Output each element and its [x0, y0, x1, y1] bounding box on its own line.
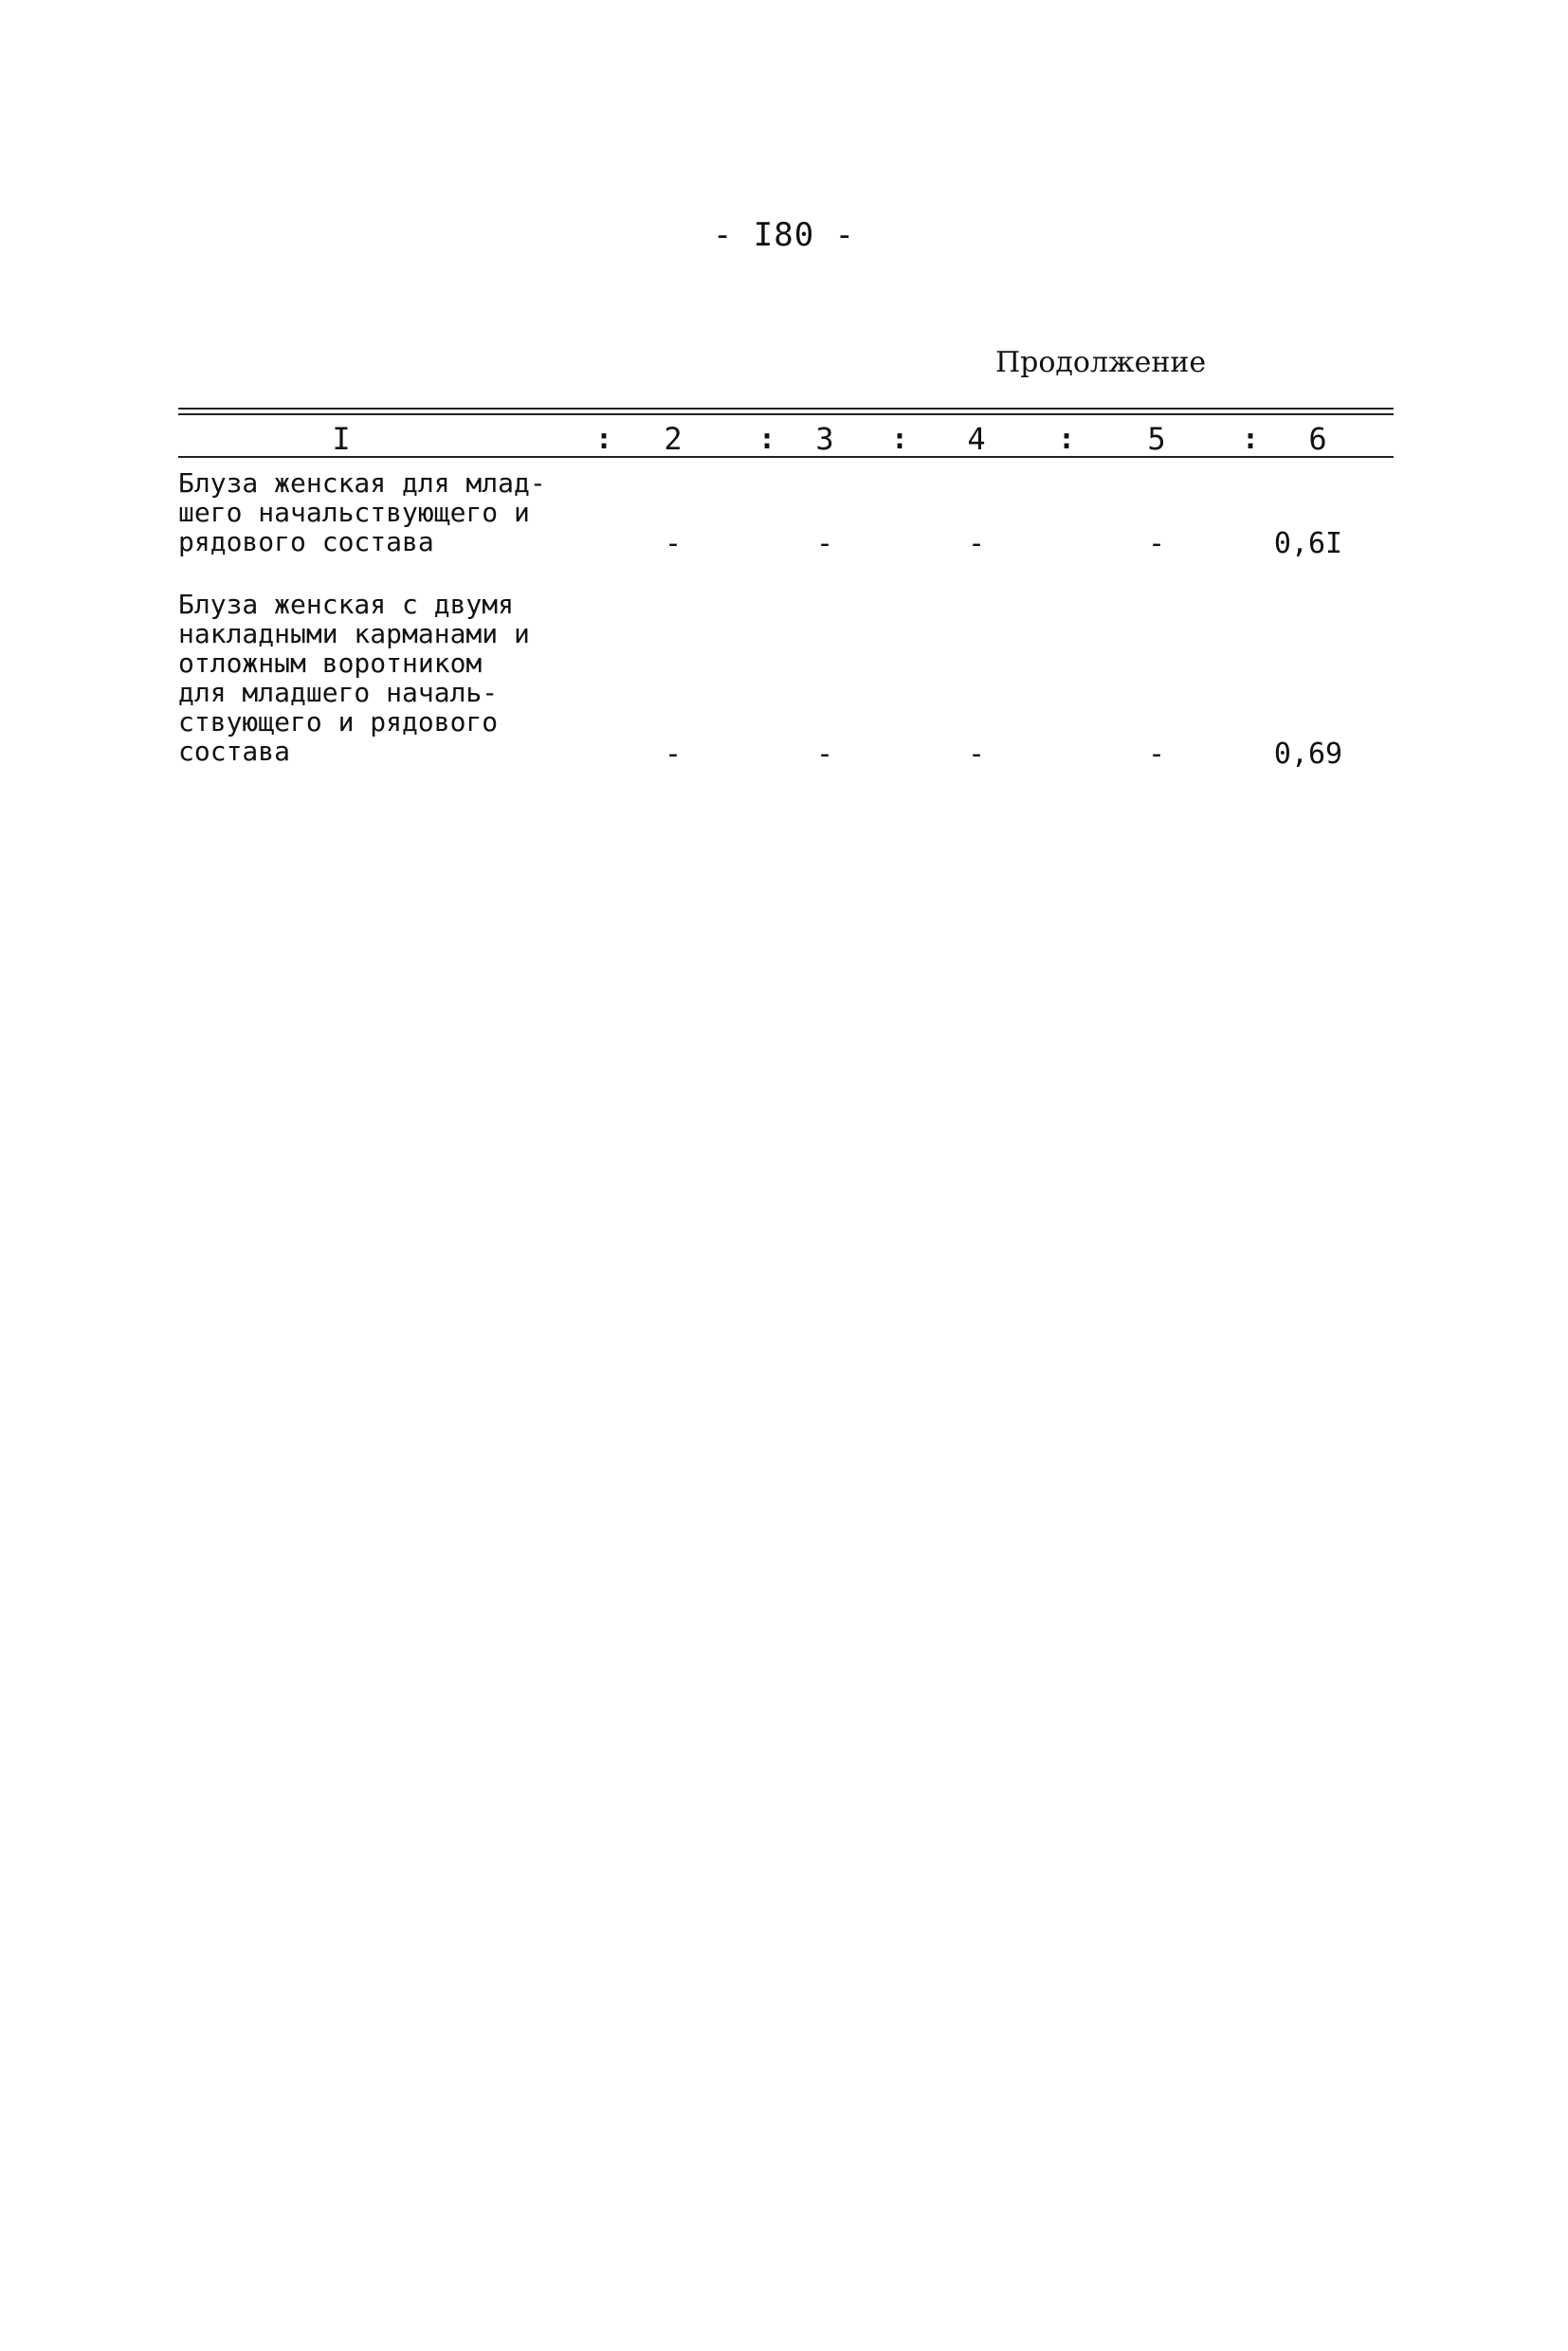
- column-header-2: 2: [664, 421, 683, 457]
- cell-col-6: 0,69: [1273, 738, 1343, 771]
- column-header-4: 4: [967, 421, 986, 457]
- column-separator: :: [1242, 423, 1260, 456]
- table-top-rule: [178, 408, 1394, 410]
- cell-col-5: -: [1147, 527, 1166, 560]
- continuation-label: Продолжение: [995, 346, 1207, 379]
- column-header-5: 5: [1147, 421, 1166, 457]
- cell-col-4: -: [967, 527, 986, 560]
- cell-col-4: -: [967, 738, 986, 771]
- table-header-rule: [178, 456, 1394, 458]
- cell-col-3: -: [815, 527, 834, 560]
- column-separator: :: [758, 423, 776, 456]
- column-header-3: 3: [815, 421, 834, 457]
- cell-col-2: -: [664, 527, 683, 560]
- column-separator: :: [1058, 423, 1076, 456]
- column-separator: :: [595, 423, 613, 456]
- cell-col-2: -: [664, 738, 683, 771]
- page-number: - I80 -: [712, 216, 856, 254]
- cell-col-5: -: [1147, 738, 1166, 771]
- cell-col-6: 0,6I: [1273, 527, 1343, 560]
- row-description: Блуза женская с двумя накладными карманами и отложным воротником для младшего началь- ствующего и рядового состава: [178, 589, 530, 767]
- column-separator: :: [891, 423, 909, 456]
- row-description: Блуза женская для млад- шего начальствующего и рядового состава: [178, 467, 546, 557]
- table-top-rule-inner: [178, 413, 1394, 415]
- cell-col-3: -: [815, 738, 834, 771]
- column-header-1: I: [332, 421, 351, 457]
- column-header-6: 6: [1308, 421, 1327, 457]
